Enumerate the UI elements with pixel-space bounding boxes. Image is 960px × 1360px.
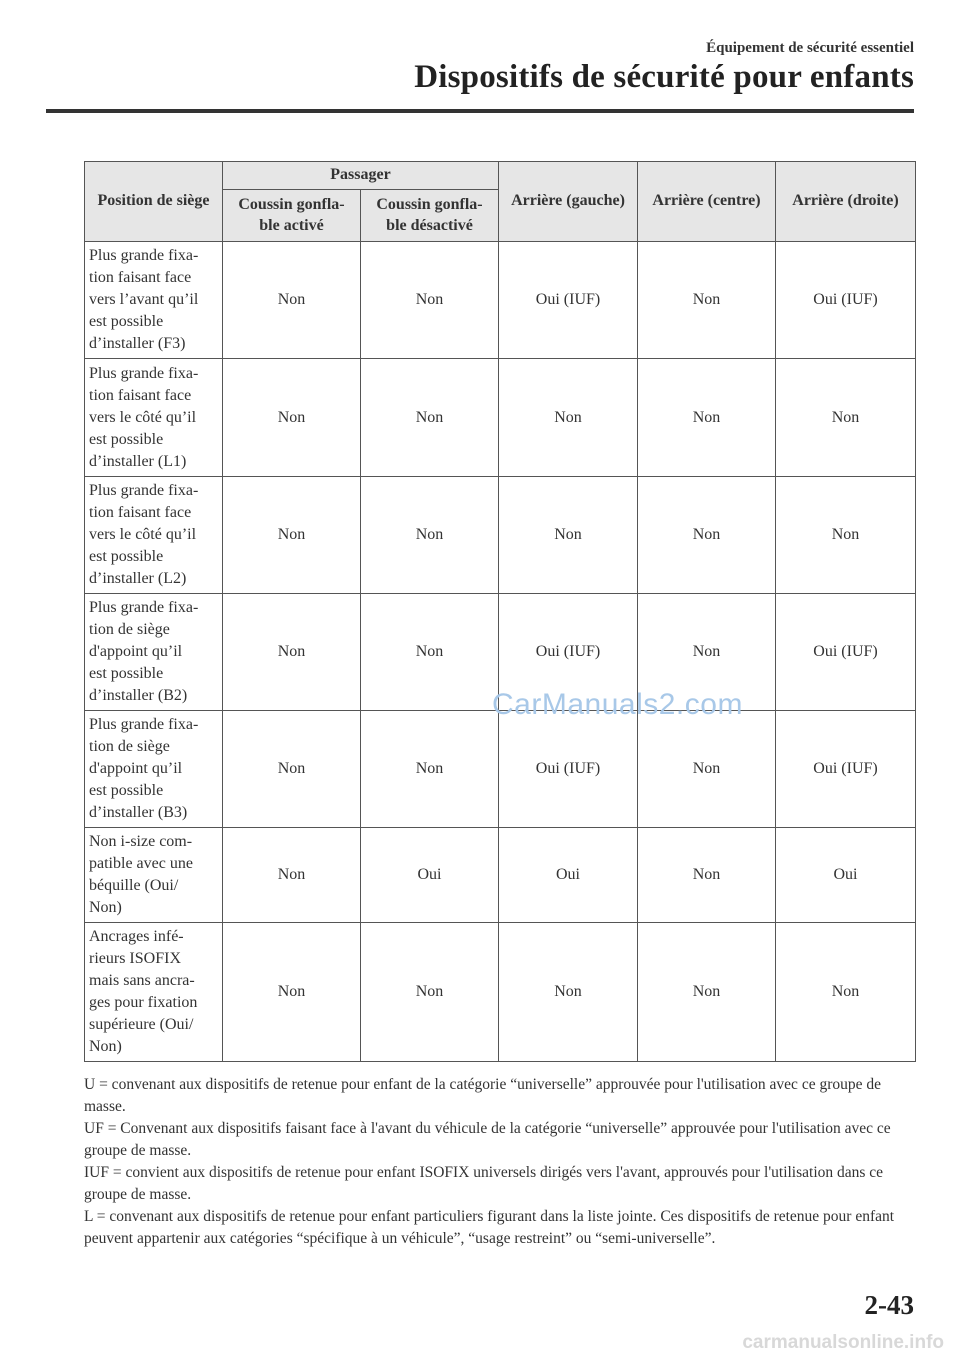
table-cell: Non — [361, 242, 499, 359]
table-row — [85, 477, 916, 594]
col-header-passenger: Passager — [223, 162, 499, 190]
col-header-rear-left: Arrière (gauche) — [499, 162, 638, 242]
row-label: Plus grande fixa- tion de siège d'appoint qu’il est possible d’installer (B3) — [85, 711, 223, 828]
table-row — [85, 923, 916, 1062]
row-label: Plus grande fixa- tion de siège d'appoint qu’il est possible d’installer (B2) — [85, 594, 223, 711]
header-rule — [46, 109, 914, 113]
table-cell: Oui — [776, 828, 916, 923]
table-cell: Non — [361, 711, 499, 828]
section-title: Équipement de sécurité essentiel — [706, 40, 914, 56]
row-label: Ancrages infé- rieurs ISOFIX mais sans ancra- ges pour fixation supérieure (Oui/ Non) — [85, 923, 223, 1062]
col-header-airbag-on: Coussin gonfla- ble activé — [223, 190, 361, 242]
table-cell: Non — [638, 242, 776, 359]
col-header-airbag-off: Coussin gonfla- ble désactivé — [361, 190, 499, 242]
footnote-u: U = convenant aux dispositifs de retenue pour enfant de la catégorie “universelle” approuvée pour l'utilisation avec ce groupe de masse. — [84, 1076, 881, 1115]
table-row — [85, 359, 916, 477]
table-cell: Oui (IUF) — [776, 711, 916, 828]
table-cell: Non — [223, 711, 361, 828]
table-cell: Oui (IUF) — [776, 242, 916, 359]
table-cell: Non — [638, 923, 776, 1062]
footnote-uf: UF = Convenant aux dispositifs faisant face à l'avant du véhicule de la catégorie “universelle” approuvée pour l'utilisation avec ce groupe de masse. — [84, 1120, 891, 1159]
table-cell: Non — [223, 242, 361, 359]
table-cell: Non — [499, 359, 638, 477]
table-cell: Non — [776, 359, 916, 477]
table-cell: Non — [499, 923, 638, 1062]
table-cell: Non — [361, 477, 499, 594]
page-title: Dispositifs de sécurité pour enfants — [414, 59, 914, 95]
table-row — [85, 242, 916, 359]
table-cell: Non — [638, 828, 776, 923]
footnote-iuf: IUF = convient aux dispositifs de retenue pour enfant ISOFIX universels dirigés vers l'avant, approuvés pour l'utilisation dans ce groupe de masse. — [84, 1164, 884, 1203]
table-row — [85, 828, 916, 923]
table-cell: Non — [499, 477, 638, 594]
table-cell: Non — [776, 923, 916, 1062]
table-cell: Oui — [361, 828, 499, 923]
table-cell: Oui — [499, 828, 638, 923]
col-header-position: Position de siège — [85, 162, 223, 242]
footnote-l: L = convenant aux dispositifs de retenue pour enfant particuliers figurant dans la liste jointe. Ces dispositifs de retenue pour enfant peuvent appartenir aux catégories “spécifique à un véhicule”, “usage restreint” ou “semi-universelle”. — [84, 1208, 895, 1247]
seat-compatibility-table — [84, 161, 916, 1062]
page-header — [414, 40, 914, 96]
table-cell: Oui (IUF) — [499, 242, 638, 359]
table-cell: Non — [776, 477, 916, 594]
table-row — [85, 711, 916, 828]
watermark-logo: CarManuals2.com — [492, 688, 743, 721]
table-cell: Non — [223, 594, 361, 711]
row-label: Plus grande fixa- tion faisant face vers le côté qu’il est possible d’installer (L1) — [85, 359, 223, 477]
row-label: Plus grande fixa- tion faisant face vers l’avant qu’il est possible d’installer (F3) — [85, 242, 223, 359]
col-header-rear-center: Arrière (centre) — [638, 162, 776, 242]
page-number: 2-43 — [864, 1290, 914, 1320]
table-cell: Oui (IUF) — [499, 594, 638, 711]
table-cell: Oui (IUF) — [499, 711, 638, 828]
table-cell: Non — [223, 923, 361, 1062]
table-cell: Non — [361, 594, 499, 711]
table-cell: Non — [223, 828, 361, 923]
table-cell: Non — [361, 923, 499, 1062]
table-cell: Oui (IUF) — [776, 594, 916, 711]
table-cell: Non — [223, 359, 361, 477]
table-cell: Non — [361, 359, 499, 477]
table-cell: Non — [638, 359, 776, 477]
col-header-rear-right: Arrière (droite) — [776, 162, 916, 242]
table-cell: Non — [638, 711, 776, 828]
table-cell: Non — [223, 477, 361, 594]
table-cell: Non — [638, 477, 776, 594]
row-label: Plus grande fixa- tion faisant face vers le côté qu’il est possible d’installer (L2) — [85, 477, 223, 594]
footnotes — [84, 1074, 916, 1250]
row-label: Non i-size com- patible avec une béquille (Oui/ Non) — [85, 828, 223, 923]
table-cell: Non — [638, 594, 776, 711]
site-watermark: carmanualsonline.info — [742, 1332, 944, 1353]
